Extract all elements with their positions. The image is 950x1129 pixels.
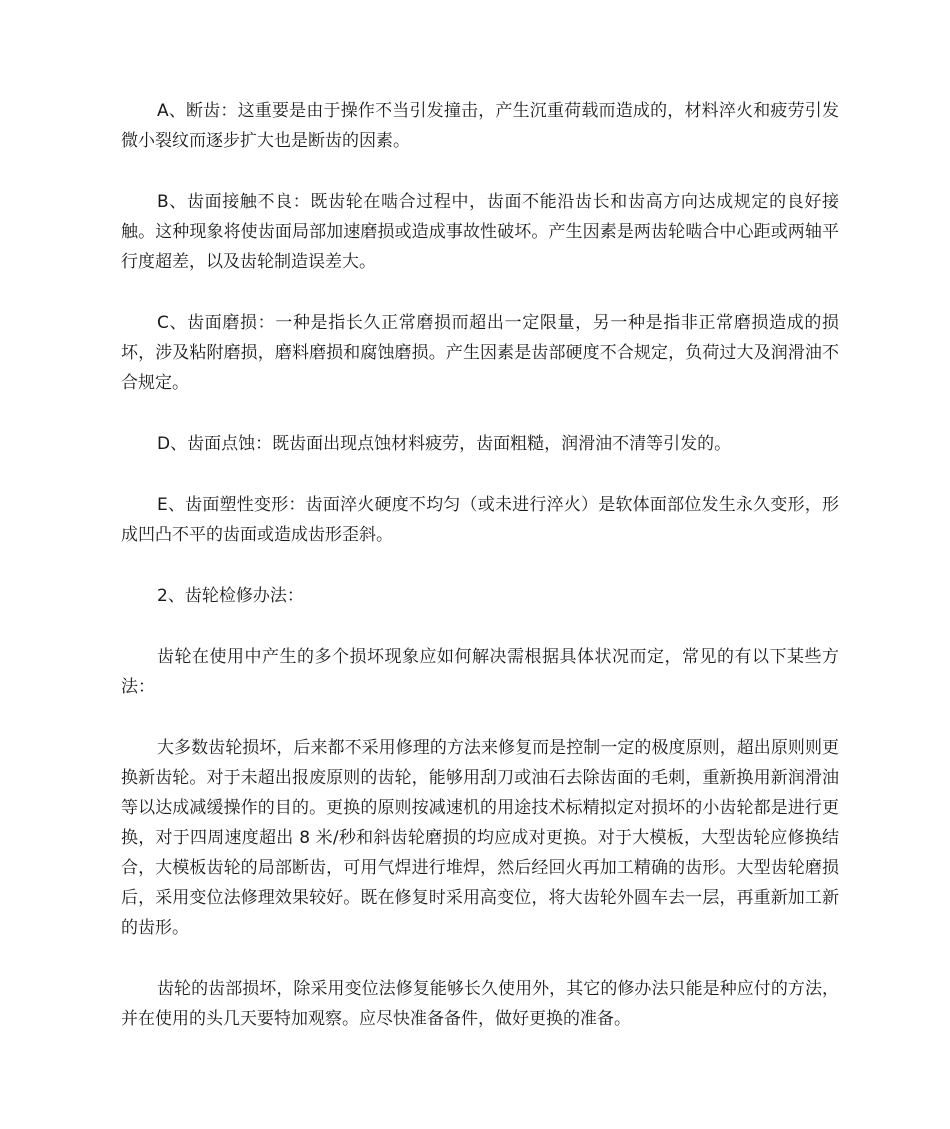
paragraph-repair-intro: 齿轮在使用中产生的多个损坏现象应如何解决需根据具体状况而定，常见的有以下某些方法：: [121, 647, 839, 697]
section-heading-repair-methods: 2、齿轮检修办法：: [157, 586, 304, 606]
document-body: [121, 96, 839, 1065]
paragraph-wear: C、齿面磨损：一种是指长久正常磨损而超出一定限量，另一种是指非正常磨损造成的损坏，涉及粘附磨损，磨料磨损和腐蚀磨损。产生因素是齿部硬度不合规定，负荷过大及润滑油不合规定。: [121, 313, 839, 393]
paragraph-broken-tooth: A、断齿：这重要是由于操作不当引发撞击，产生沉重荷载而造成的，材料淬火和疲劳引发微小裂纹而逐步扩大也是断齿的因素。: [121, 101, 839, 151]
paragraph-repair-details: 大多数齿轮损坏，后来都不采用修理的方法来修复而是控制一定的极度原则，超出原则则更换新齿轮。对于未超出报废原则的齿轮，能够用刮刀或油石去除齿面的毛刺，重新换用新润滑油等以达成减缓操作的目的。更换的原则按减速机的用途技术标精拟定对损坏的小齿轮都是进行更换，对于四周速度超出 8 米/秒和斜齿轮磨损的均应成对更换。对于大模板，大型齿轮应修换结合，大模板齿轮的局部断齿，可用气焊进行堆焊，然后经回火再加工精确的齿形。大型齿轮磨损后，采用变位法修理效果较好。既在修复时采用高变位，将大齿轮外圆车去一层，再重新加工新的齿形。: [121, 738, 839, 938]
paragraph-plastic-deformation: E、齿面塑性变形：齿面淬火硬度不均匀（或未进行淬火）是软体面部位发生永久变形，形成凹凸不平的齿面或造成齿形歪斜。: [121, 495, 839, 545]
paragraph-poor-contact: B、齿面接触不良：既齿轮在啮合过程中，齿面不能沿齿长和齿高方向达成规定的良好接触。这种现象将使齿面局部加速磨损或造成事故性破坏。产生因素是两齿轮啮合中心距或两轴平行度超差，以及齿轮制造误差大。: [121, 192, 839, 272]
paragraph-repair-conclusion: 齿轮的齿部损坏，除采用变位法修复能够长久使用外，其它的修办法只能是种应付的方法，并在使用的头几天要特加观察。应尽快准备备件，做好更换的准备。: [121, 979, 839, 1029]
paragraph-pitting: D、齿面点蚀：既齿面出现点蚀材料疲劳，齿面粗糙，润滑油不清等引发的。: [157, 434, 732, 454]
